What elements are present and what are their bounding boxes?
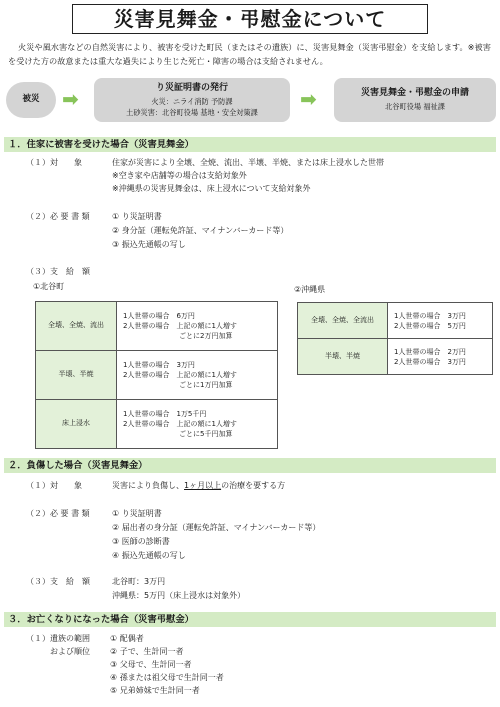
s2-doc-item: ① り災証明書 [112, 509, 162, 518]
s3-item: ② 子で、生計同一者 [110, 647, 184, 656]
s1-doc-item: ② 身分証（運転免許証、マイナンバーカード等） [112, 226, 289, 235]
s2-doc-item: ④ 振込先通帳の写し [112, 551, 186, 560]
amount-line: 1人世帯の場合 3万円 [123, 361, 195, 369]
s3-item: ① 配偶者 [110, 634, 144, 643]
target-text: の治療を要する方 [221, 481, 286, 490]
s1-target-note: ※沖縄県の災害見舞金は、床上浸水について支給対象外 [112, 184, 311, 193]
table-category: 床上浸水 [36, 400, 117, 449]
table-row [298, 303, 493, 339]
table-category: 半壊、半焼 [36, 351, 117, 400]
table-category: 半壊、半焼 [298, 339, 388, 375]
s2-amount-line: 北谷町：3万円 [112, 577, 166, 586]
table-row [36, 351, 278, 400]
amount-line: 1人世帯の場合 3万円 [394, 311, 466, 320]
table-category: 全壊、全焼、流出 [36, 302, 117, 351]
table-row [36, 302, 278, 351]
table-amount [388, 303, 493, 339]
flow-step-application [334, 78, 496, 122]
s2-doc-item: ③ 医師の診断書 [112, 537, 170, 546]
s2-amount-label: （３）支 給 額 [26, 577, 90, 586]
section-3-heading: ３．お亡くなりになった場合（災害弔慰金） [4, 612, 496, 627]
s2-target-label: （１）対 象 [26, 481, 82, 490]
arrow-right-icon: ➡ [300, 87, 317, 111]
chatan-label: ①北谷町 [33, 282, 65, 291]
table-row [36, 400, 278, 449]
s1-target-line: 住家が災害により全壊、全焼、流出、半壊、半焼、または床上浸水した世帯 [112, 158, 384, 167]
s1-target-label: （１）対 象 [26, 158, 82, 167]
s1-target-note: ※空き家や店舗等の場合は支給対象外 [112, 171, 247, 180]
s2-doc-item: ② 届出者の身分証（運転免許証、マイナンバーカード等） [112, 523, 321, 532]
amount-line: 2人世帯の場合 上記の額に1人増す [123, 420, 237, 428]
s2-docs-label: （２）必 要 書 類 [26, 509, 90, 518]
amount-line: ごとに1万円加算 [123, 381, 233, 389]
s3-item: ④ 孫または祖父母で生計同一者 [110, 673, 224, 682]
table-amount [117, 351, 278, 400]
target-text: 災害により負傷し、 [112, 481, 184, 490]
amount-line: 2人世帯の場合 5万円 [394, 321, 466, 330]
amount-line: 1人世帯の場合 1万5千円 [123, 410, 207, 418]
table-amount [117, 400, 278, 449]
s3-item: ⑤ 兄弟姉妹で生計同一者 [110, 686, 200, 695]
s3-range-label: （１）遺族の範囲 [26, 634, 90, 643]
table-amount [117, 302, 278, 351]
intro-paragraph: 火災や風水害などの自然災害により、被害を受けた町民（またはその遺族）に、災害見舞金（災害弔慰金）を支給します。※被害を受けた方の故意または重大な過失により生じた死亡・障害の場合は支給されません。 [8, 42, 491, 66]
okinawa-label: ②沖縄県 [294, 285, 326, 294]
okinawa-amount-table [297, 302, 493, 375]
s2-target-line [112, 480, 285, 492]
application-line: 北谷町役場 福祉課 [385, 102, 445, 111]
amount-line: 1人世帯の場合 6万円 [123, 312, 195, 320]
amount-line: 2人世帯の場合 上記の額に1人増す [123, 371, 237, 379]
s3-item: ③ 父母で、生計同一者 [110, 660, 192, 669]
table-amount [388, 339, 493, 375]
table-row [298, 339, 493, 375]
section-2-heading: ２．負傷した場合（災害見舞金） [4, 458, 496, 473]
s2-amount-line: 沖縄県：5万円（床上浸水は対象外） [112, 591, 246, 600]
section-1-heading: １．住家に被害を受けた場合（災害見舞金） [4, 137, 496, 152]
certificate-line-fire: 火災：ニライ消防 予防課 [151, 97, 233, 106]
s1-doc-item: ③ 振込先通帳の写し [112, 240, 186, 249]
flow-step-disaster: 被災 [6, 82, 56, 118]
table-category: 全壊、全焼、全流出 [298, 303, 388, 339]
flow-step-certificate [94, 78, 290, 122]
target-duration: 1ヶ月以上 [184, 481, 222, 490]
s1-doc-item: ① り災証明書 [112, 212, 162, 221]
application-heading: 災害見舞金・弔慰金の申請 [360, 88, 469, 98]
page-title: 災害見舞金・弔慰金について [72, 4, 428, 34]
arrow-right-icon: ➡ [62, 87, 79, 111]
s1-docs-label: （２）必 要 書 類 [26, 212, 90, 221]
certificate-line-landslide: 土砂災害：北谷町役場 基地・安全対策課 [126, 108, 258, 117]
amount-line: ごとに5千円加算 [123, 430, 233, 438]
chatan-amount-table [35, 301, 278, 449]
s3-order-label: および順位 [50, 647, 90, 656]
s1-amount-label: （３）支 給 額 [26, 267, 90, 276]
amount-line: 2人世帯の場合 3万円 [394, 357, 466, 366]
amount-line: ごとに2万円加算 [123, 332, 233, 340]
amount-line: 2人世帯の場合 上記の額に1人増す [123, 322, 237, 330]
amount-line: 1人世帯の場合 2万円 [394, 347, 466, 356]
certificate-heading: り災証明書の発行 [155, 83, 228, 93]
